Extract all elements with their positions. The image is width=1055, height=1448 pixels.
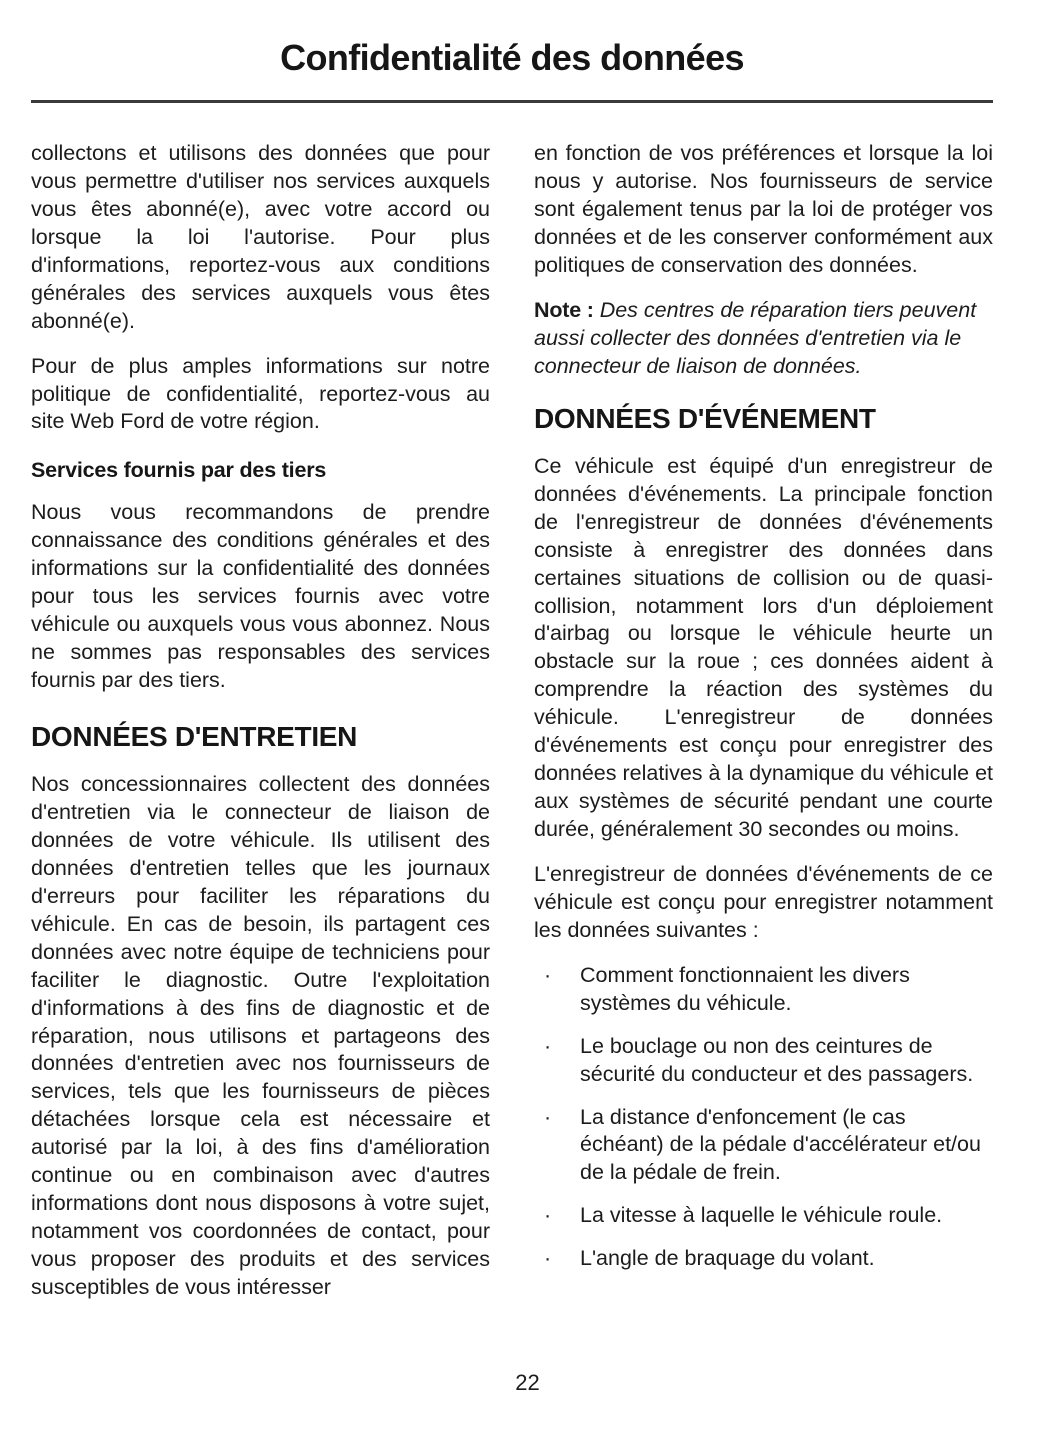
paragraph-enregistreur-donnees: Ce véhicule est équipé d'un enregistreur de données d'événements. La principale fonction de l'enregistreur de données d'événements consiste à enregistrer des données dans certaines situations de collision ou de quasi-collision, notamment lors d'un déploiement d'airbag ou lorsque le véhicule heurte un obstacle sur la roue ; ces données aident à comprendre la réaction des systèmes du véhicule. L'enregistreur de données d'événements est conçu pour enregistrer des données relatives à la dynamique du véhicule et aux systèmes de sécurité pendant une courte durée, généralement 30 secondes ou moins. (534, 453, 993, 842)
paragraph-donnees-suivantes: L'enregistreur de données d'événements de ce véhicule est conçu pour enregistrer notamment les données suivantes : (534, 861, 993, 942)
section-heading-donnees-entretien: DONNÉES D'ENTRETIEN (31, 720, 358, 752)
bullet-icon: · (544, 1246, 552, 1271)
page-header (31, 38, 993, 78)
paragraph-collectons: collectons et utilisons des données que pour vous permettre d'utiliser nos services auxquels vous êtes abonné(e), avec votre accord ou lorsque la loi l'autorise. Pour plus d'informations, reportez-vous aux conditions générales des services auxquels vous êtes abonné(e). (31, 141, 490, 333)
subheading-services-fournis-par-des-tiers: Services fournis par des tiers (31, 458, 327, 483)
page-footer (0, 1372, 1055, 1395)
note-block (534, 297, 993, 381)
list-item (534, 1033, 993, 1089)
note-label: Note : (534, 297, 594, 322)
two-column-body (31, 140, 993, 1302)
list-item-label: Le bouclage ou non des ceintures de sécurité du conducteur et des passagers. (580, 1033, 974, 1086)
list-item (534, 1202, 993, 1230)
paragraph-services-tiers: Nous vous recommandons de prendre connaissance des conditions générales et des informations sur la confidentialité des données pour tous les services fournis avec votre véhicule ou auxquels vous vous abonnez. Nous ne sommes pas responsables des services fournis par des tiers. (31, 500, 490, 692)
bullet-icon: · (544, 962, 552, 987)
header-divider (31, 100, 993, 103)
bullet-icon: · (544, 1104, 552, 1129)
paragraph-politique-confidentialite: Pour de plus amples informations sur notre politique de confidentialité, reportez-vous au site Web Ford de votre région. (31, 353, 490, 434)
bullet-icon: · (544, 1203, 552, 1228)
list-item-label: Comment fonctionnaient les divers systèmes du véhicule. (580, 962, 910, 1015)
page-title: Confidentialité des données (280, 37, 744, 78)
page-number: 22 (515, 1370, 540, 1395)
list-item (534, 1245, 993, 1273)
paragraph-donnees-entretien: Nos concessionnaires collectent des données d'entretien via le connecteur de liaison de données de votre véhicule. Ils utilisent des données d'entretien telles que les journaux d'erreurs pour faciliter les réparations du véhicule. En cas de besoin, ils partagent ces données avec notre équipe de techniciens pour faciliter le diagnostic. Outre l'exploitation d'informations à des fins de diagnostic et de réparation, nous utilisons et partageons des données d'entretien avec nos fournisseurs de services, tels que les fournisseurs de pièces détachées lorsque cela est nécessaire et autorisé par la loi, à des fins d'amélioration continue ou en combinaison avec d'autres informations dont nous disposons à votre sujet, notamment vos coordonnées de contact, pour vous proposer des produits et des services susceptibles de vous intéresser (31, 772, 490, 1299)
section-heading-donnees-evenement: DONNÉES D'ÉVÉNEMENT (534, 402, 876, 434)
note-body: Des centres de réparation tiers peuvent aussi collecter des données d'entretien via le connecteur de liaison de données. (534, 297, 977, 378)
list-item (534, 1104, 993, 1188)
bullet-icon: · (544, 1033, 552, 1058)
left-column (31, 140, 490, 1302)
right-column (534, 140, 993, 1302)
paragraph-preferences-continuation: en fonction de vos préférences et lorsque la loi nous y autorise. Nos fournisseurs de service sont également tenus par la loi de protéger vos données et de les conserver conformément aux politiques de conservation des données. (534, 141, 993, 277)
event-data-bullet-list (534, 962, 993, 1273)
list-item-label: La distance d'enfoncement (le cas échéant) de la pédale d'accélérateur et/ou de la pédale de frein. (580, 1104, 981, 1185)
list-item (534, 962, 993, 1018)
list-item-label: L'angle de braquage du volant. (580, 1246, 875, 1271)
list-item-label: La vitesse à laquelle le véhicule roule. (580, 1203, 943, 1228)
